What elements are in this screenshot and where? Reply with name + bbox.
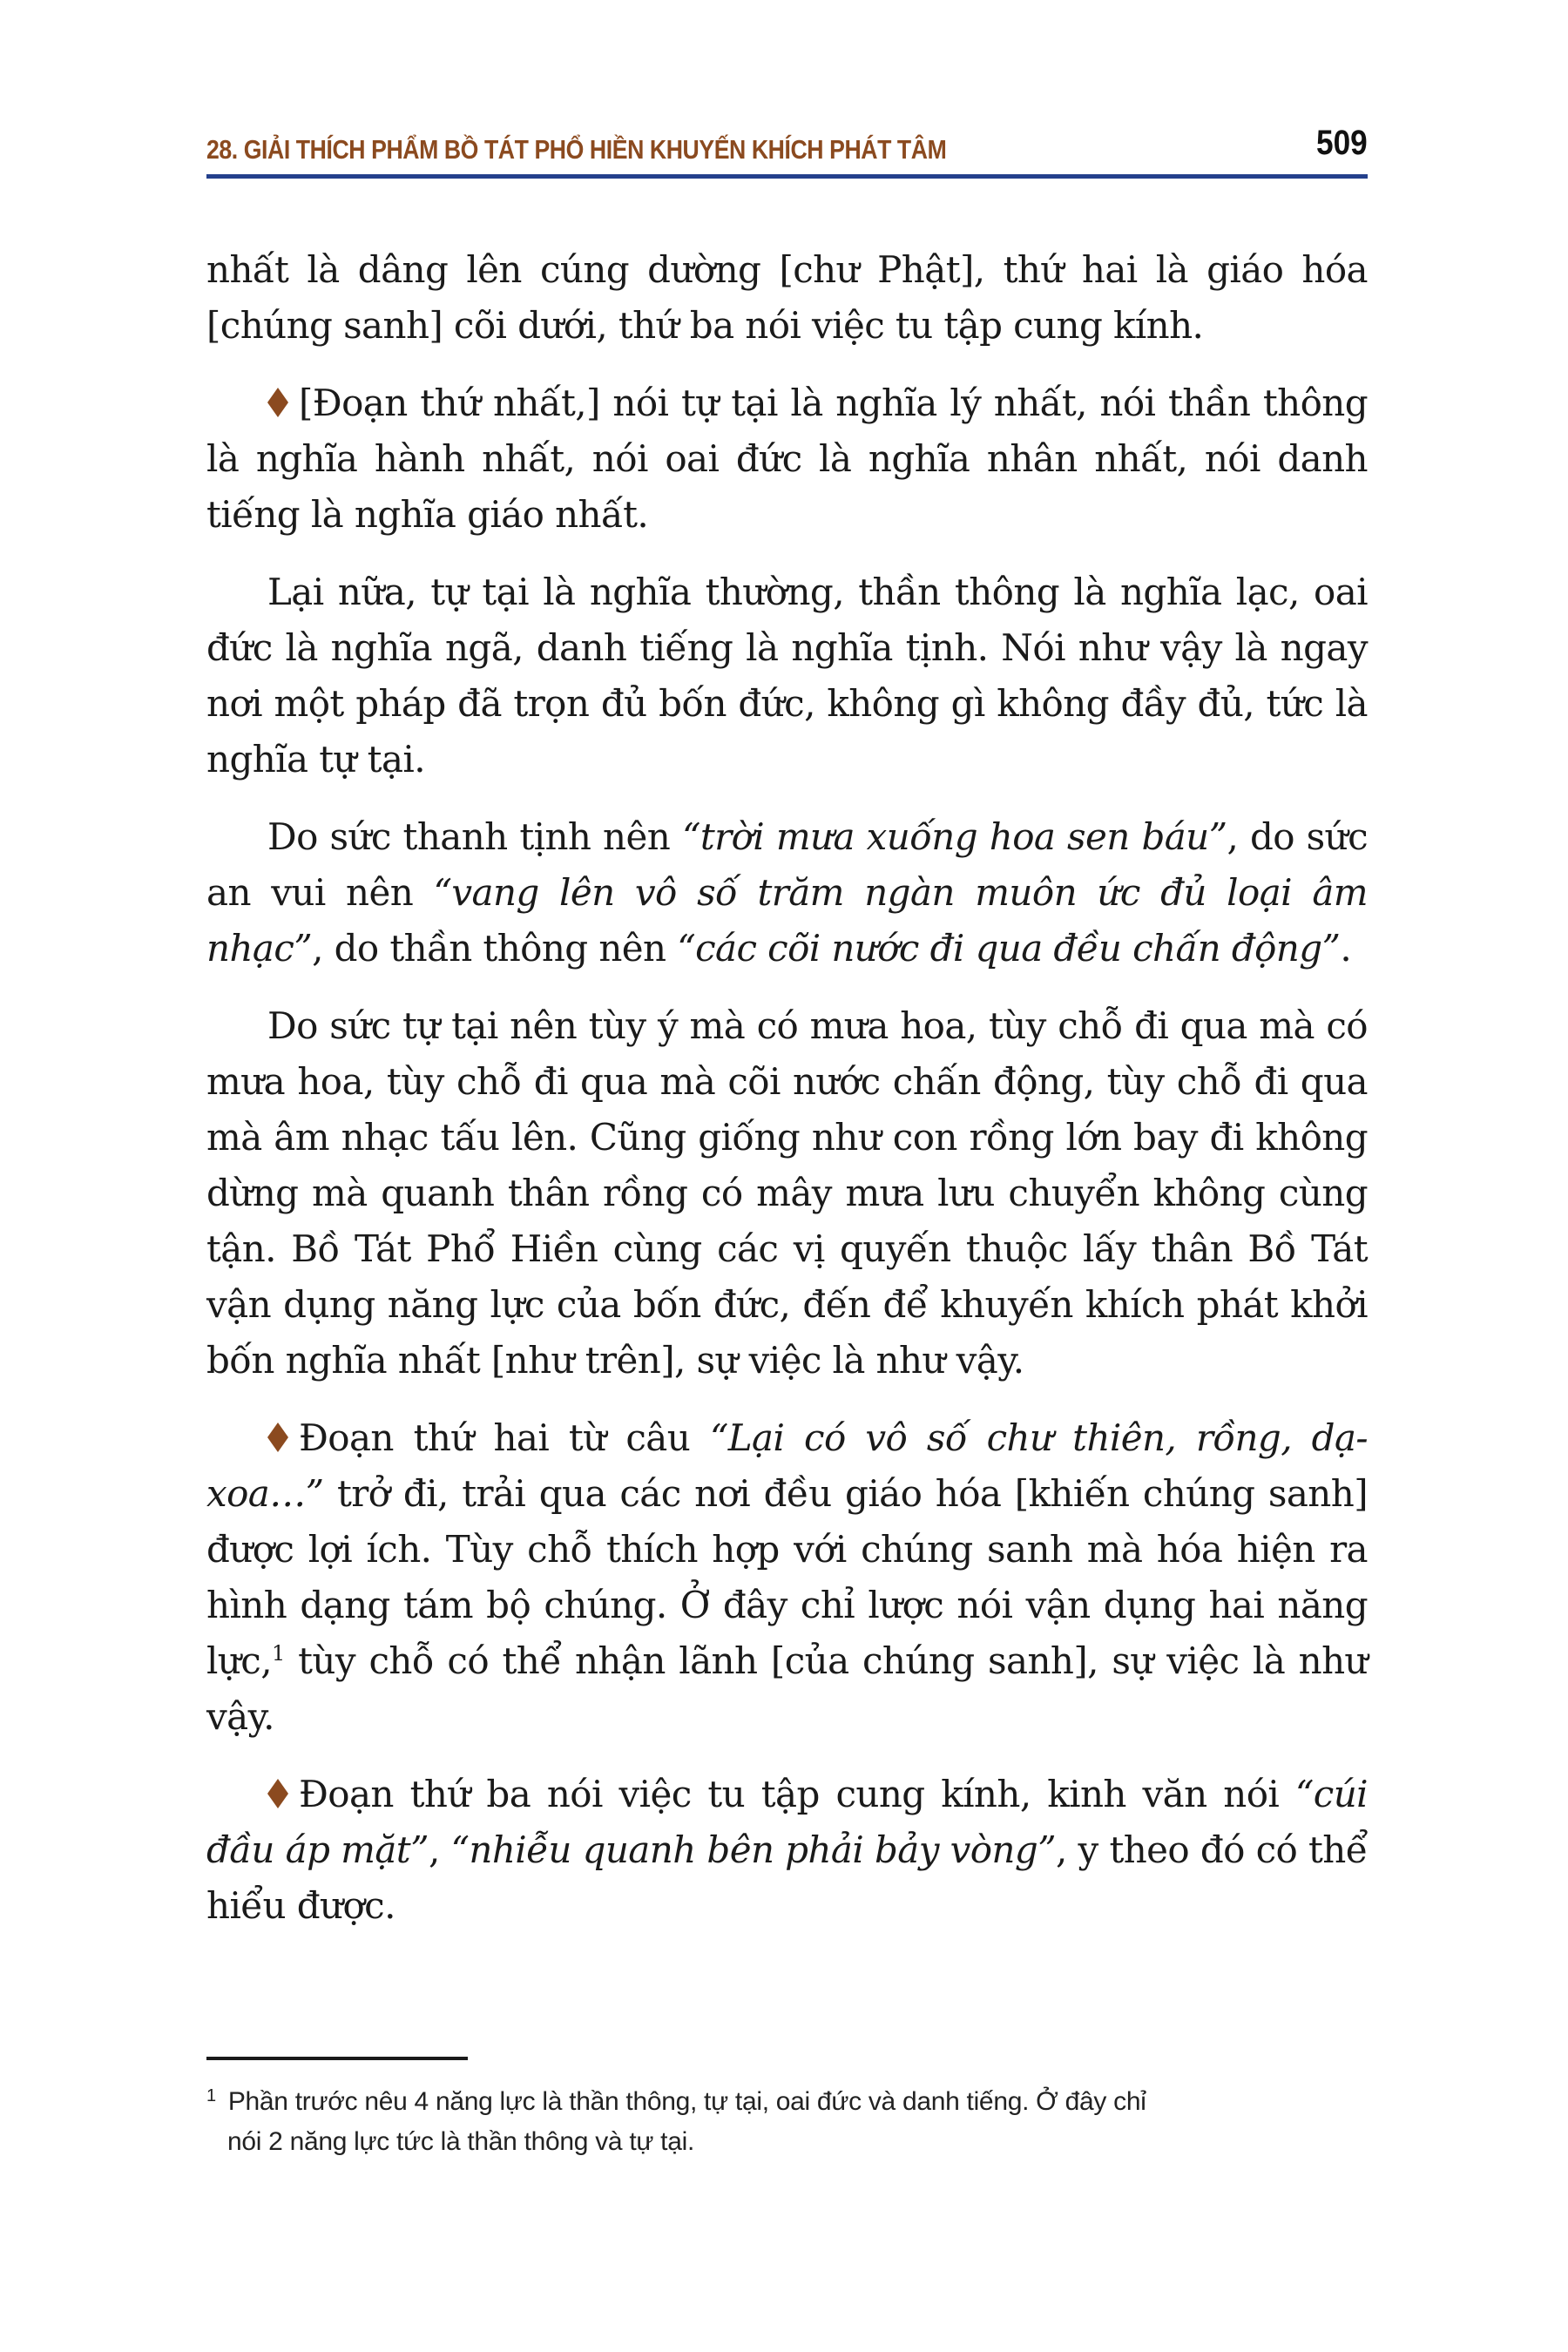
paragraph-5: Do sức tự tại nên tùy ý mà có mưa hoa, tùy chỗ đi qua mà có mưa hoa, tùy chỗ đi qua mà cõi nước chấn động, tùy chỗ đi qua mà âm nhạc tấu lên. Cũng giống như con rồng lớn bay đi không dừng mà quanh thân rồng có mây mưa lưu chuyển không cùng tận. Bồ Tát Phổ Hiền cùng các vị quyến thuộc lấy thân Bồ Tát vận dụng năng lực của bốn đức, đến để khuyến khích phát khởi bốn nghĩa nhất [như trên], sự việc là như vậy.: [206, 1004, 1368, 1382]
paragraph-6: [206, 1410, 1368, 1745]
text: trở đi, trải qua các nơi đều giáo hóa [khiến chúng sanh] được lợi ích. Tùy chỗ thích hợp với chúng sanh mà hóa hiện ra hình dạng tám bộ chúng. Ở đây chỉ lược nói vận dụng hai năng lực,: [206, 1472, 1368, 1682]
body-text: [206, 242, 1368, 1956]
text: .: [1340, 927, 1352, 970]
footnote-line-2: nói 2 năng lực tức là thần thông và tự tại.: [227, 2127, 695, 2156]
paragraph-3: Lại nữa, tự tại là nghĩa thường, thần thông là nghĩa lạc, oai đức là nghĩa ngã, danh tiếng là nghĩa tịnh. Nói như vậy là ngay nơi một pháp đã trọn đủ bốn đức, không gì không đầy đủ, tức là nghĩa tự tại.: [206, 571, 1368, 781]
quote: “nhiễu quanh bên phải bảy vòng”: [450, 1828, 1057, 1871]
diamond-bullet-icon: [267, 1423, 288, 1452]
footnote-reference[interactable]: 1: [271, 1641, 285, 1666]
text: Do sức thanh tịnh nên: [267, 815, 682, 858]
quote: “vang lên vô số trăm ngàn muôn ức đủ loại âm nhạc”: [206, 871, 1368, 970]
text: tùy chỗ có thể nhận lãnh [của chúng sanh], sự việc là như vậy.: [206, 1639, 1368, 1738]
paragraph-1: nhất là dâng lên cúng dường [chư Phật], thứ hai là giáo hóa [chúng sanh] cõi dưới, thứ ba nói việc tu tập cung kính.: [206, 248, 1368, 347]
footnote-rule: [206, 2057, 468, 2060]
text: , y theo đó có thể hiểu được.: [206, 1828, 1368, 1927]
quote: “các cõi nước đi qua đều chấn động”: [677, 927, 1341, 970]
diamond-bullet-icon: [267, 388, 288, 417]
paragraph-4: [206, 809, 1368, 977]
paragraph-7: [206, 1767, 1368, 1934]
footnote-line-1: Phần trước nêu 4 năng lực là thần thông, tự tại, oai đức và danh tiếng. Ở đây chỉ: [227, 2087, 1146, 2116]
quote: “Lại có vô số chư thiên, rồng, dạ-xoa…”: [206, 1416, 1368, 1515]
header-rule: [206, 174, 1368, 179]
footnote: [206, 2076, 1368, 2162]
text: ,: [428, 1828, 451, 1871]
text: , do sức an vui nên: [206, 815, 1368, 914]
quote: “cúi đầu áp mặt”: [206, 1773, 1368, 1871]
text: Đoạn thứ ba nói việc tu tập cung kính, kinh văn nói: [299, 1773, 1295, 1815]
paragraph-2-text: [Đoạn thứ nhất,] nói tự tại là nghĩa lý nhất, nói thần thông là nghĩa hành nhất, nói oai đức là nghĩa nhân nhất, nói danh tiếng là nghĩa giáo nhất.: [206, 382, 1368, 536]
text: Đoạn thứ hai từ câu: [299, 1416, 710, 1459]
text: , do thần thông nên: [312, 927, 678, 970]
footnote-marker: 1: [206, 2086, 216, 2105]
chapter-title: 28. GIẢI THÍCH PHẨM BỒ TÁT PHỔ HIỀN KHUYẾN KHÍCH PHÁT TÂM: [206, 134, 947, 165]
quote: “trời mưa xuống hoa sen báu”: [681, 815, 1227, 858]
diamond-bullet-icon: [267, 1779, 288, 1808]
paragraph-2: [206, 375, 1368, 543]
page-number: 509: [1316, 124, 1368, 162]
running-header: [206, 122, 1368, 174]
